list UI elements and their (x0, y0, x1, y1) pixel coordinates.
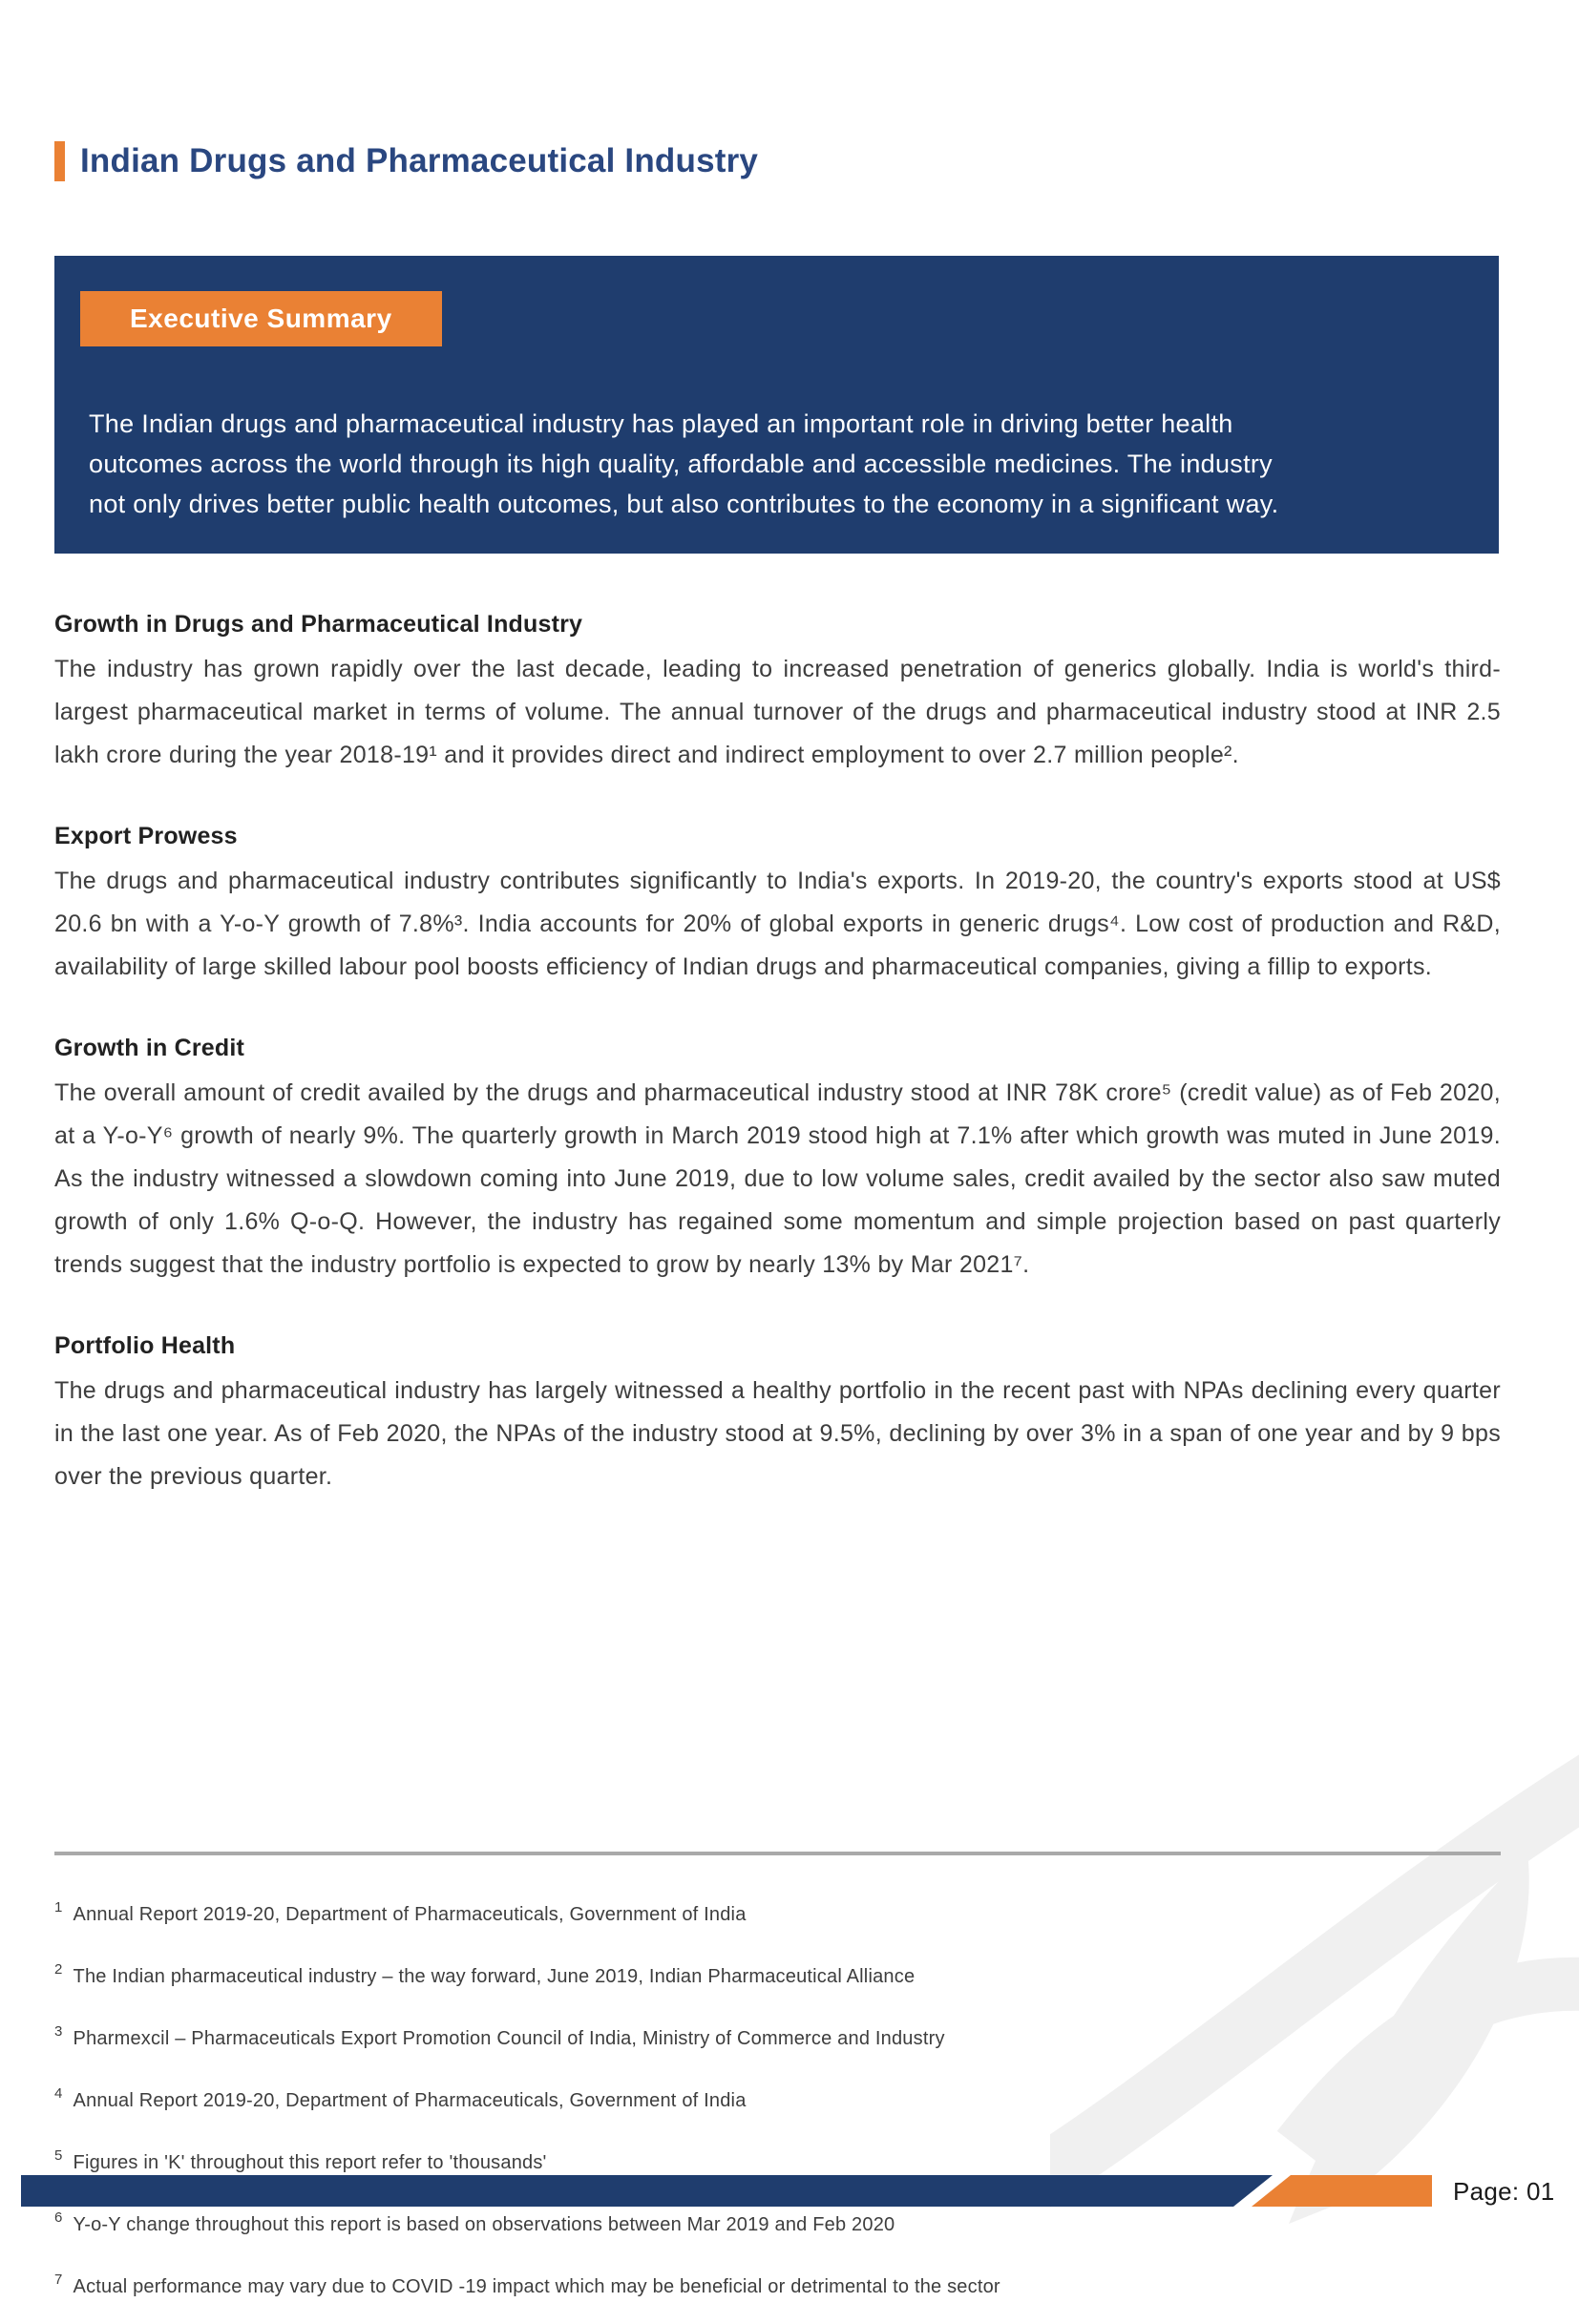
section-heading: Export Prowess (54, 823, 238, 849)
footnote-number: 6 (54, 2209, 63, 2226)
page-title: Indian Drugs and Pharmaceutical Industry (80, 142, 759, 179)
footer-bar (0, 2175, 1579, 2207)
section-heading: Portfolio Health (54, 1332, 236, 1359)
executive-summary-tab (80, 291, 442, 346)
footnote-text: Annual Report 2019-20, Department of Pharmaceuticals, Government of India (73, 1904, 747, 1925)
footnote-number: 5 (54, 2147, 63, 2164)
section-portfolio-health (54, 1332, 1501, 1498)
footnote-item (54, 2014, 1501, 2057)
footnote-number: 1 (54, 1899, 63, 1916)
section-growth-in-credit (54, 1035, 1501, 1287)
footer-page-number: Page: 01 (1453, 2177, 1555, 2206)
report-body (54, 611, 1501, 1498)
section-growth-in-industry (54, 611, 1501, 777)
section-paragraph: The industry has grown rapidly over the last decade, leading to increased penetration of generics globally. India is world's third-largest pharmaceutical market in terms of volume. The annual turnover of the drugs and pharmaceutical industry stood at INR 2.5 lakh crore during the year 2018-19¹ and it provides direct and indirect employment to over 2.7 million people². (54, 656, 1501, 768)
footnote-text: Y-o-Y change throughout this report is based on observations between Mar 2019 and Feb 2020 (73, 2214, 895, 2235)
executive-summary-heading: Executive Summary (130, 304, 392, 333)
footer-bar-blue-segment (21, 2175, 1273, 2207)
title-accent-bar (54, 141, 65, 181)
section-paragraph: The drugs and pharmaceutical industry has largely witnessed a healthy portfolio in the recent past with NPAs declining every quarter in the last one year. As of Feb 2020, the NPAs of the industry stood at 9.5%, declining by over 3% in a span of one year and by 9 bps over the previous quarter. (54, 1377, 1501, 1490)
footnote-number: 2 (54, 1961, 63, 1978)
footnote-item (54, 1952, 1501, 1995)
footnote-text: Annual Report 2019-20, Department of Pharmaceuticals, Government of India (73, 2090, 747, 2111)
footnote-number: 3 (54, 2023, 63, 2040)
footnote-number: 4 (54, 2085, 63, 2102)
footnote-text: Figures in 'K' throughout this report refer to 'thousands' (73, 2152, 547, 2173)
footnote-text: Pharmexcil – Pharmaceuticals Export Promotion Council of India, Ministry of Commerce and Industry (73, 2028, 945, 2049)
footnote-item (54, 2262, 1501, 2305)
section-paragraph: The overall amount of credit availed by the drugs and pharmaceutical industry stood at INR 78K crore⁵ (credit value) as of Feb 2020, at a Y-o-Y⁶ growth of nearly 9%. The quarterly growth in March 2019 stood high at 7.1% after which growth was muted in June 2019. As the industry witnessed a slowdown coming into June 2019, due to low volume sales, credit availed by the sector also saw muted growth of only 1.6% Q-o-Q. However, the industry has regained some momentum and simple projection based on past quarterly trends suggest that the industry portfolio is expected to grow by nearly 13% by Mar 2021⁷. (54, 1079, 1501, 1278)
footnote-text: The Indian pharmaceutical industry – the way forward, June 2019, Indian Pharmaceutical Alliance (73, 1966, 916, 1987)
section-paragraph: The drugs and pharmaceutical industry contributes significantly to India's exports. In 2019-20, the country's exports stood at US$ 20.6 bn with a Y-o-Y growth of 7.8%³. India accounts for 20% of global exports in generic drugs⁴. Low cost of production and R&D, availability of large skilled labour pool boosts efficiency of Indian drugs and pharmaceutical companies, giving a fillip to exports. (54, 868, 1501, 980)
section-export-prowess (54, 823, 1501, 989)
footer-bar-orange-segment (1252, 2175, 1432, 2207)
section-heading: Growth in Drugs and Pharmaceutical Industry (54, 611, 583, 638)
executive-summary-box (54, 256, 1499, 554)
footnote-list (54, 1890, 1501, 2305)
executive-summary-text: The Indian drugs and pharmaceutical industry has played an important role in driving better health outcomes across the world through its high quality, affordable and accessible medicines. The industry not only drives better public health outcomes, but also contributes to the economy in a significant way. (89, 409, 1279, 518)
footnote-item (54, 2076, 1501, 2119)
footnote-number: 7 (54, 2272, 63, 2288)
section-heading: Growth in Credit (54, 1035, 245, 1061)
footnote-divider (54, 1852, 1501, 1855)
report-header (54, 141, 758, 181)
footnotes-block (54, 1852, 1501, 2324)
footnote-item (54, 1890, 1501, 1933)
footnote-text: Actual performance may vary due to COVID -19 impact which may be beneficial or detrimental to the sector (73, 2276, 1000, 2297)
